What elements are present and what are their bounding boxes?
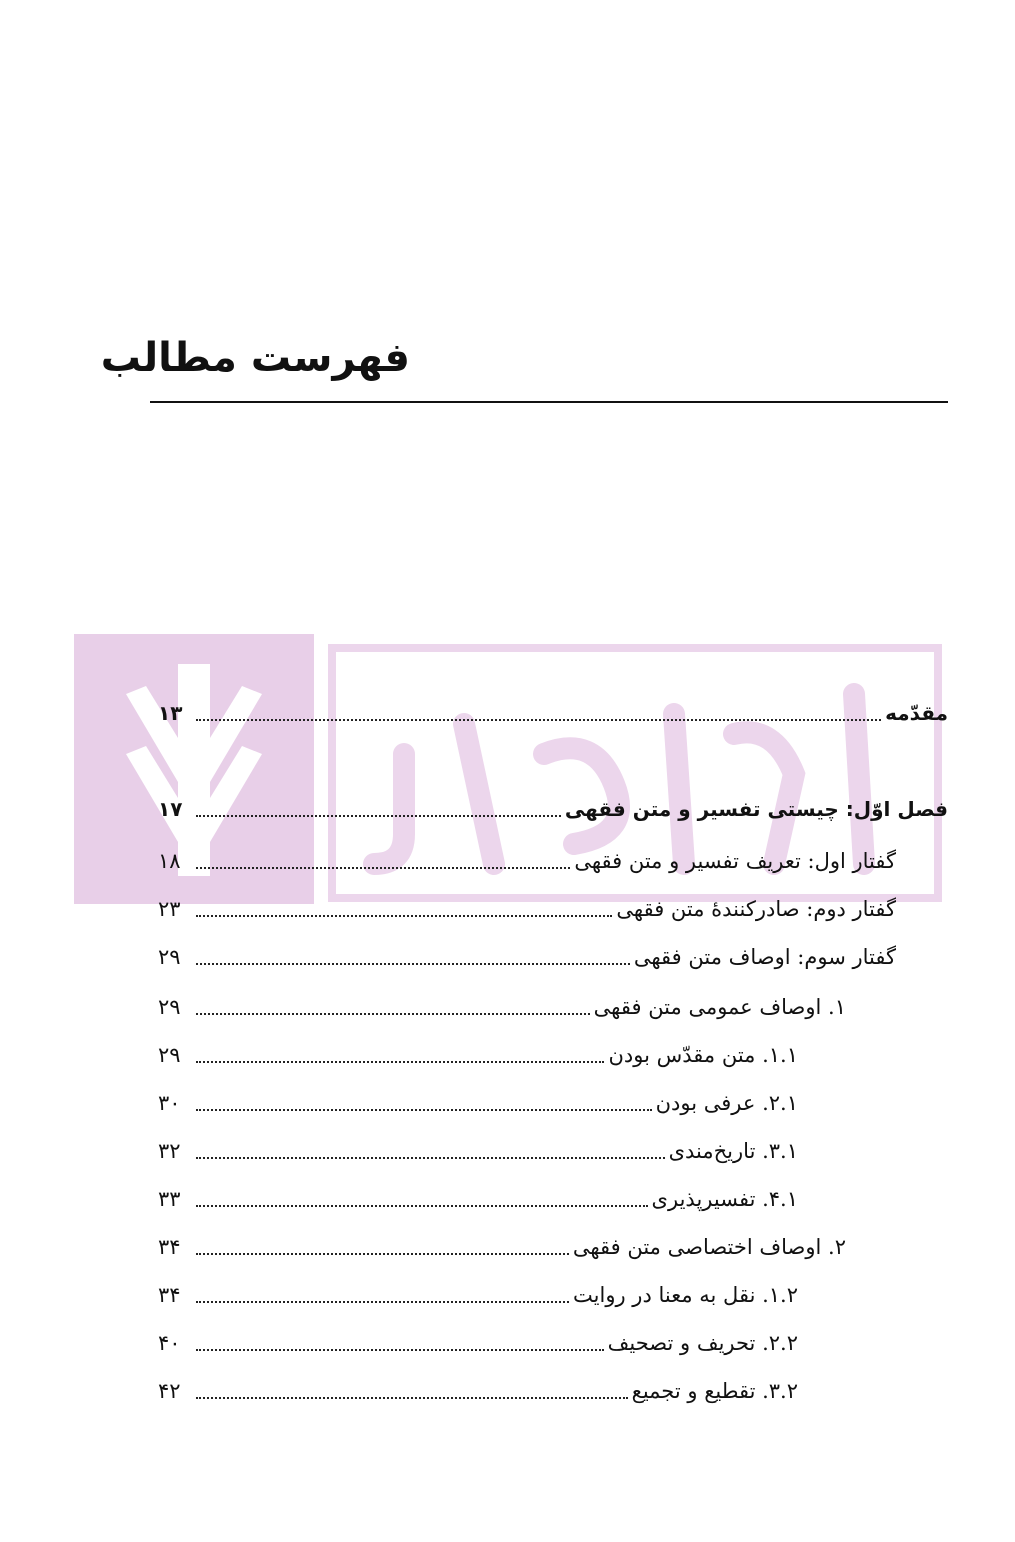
dot-leader [196,719,881,721]
dot-leader [196,963,630,965]
toc-entry [158,934,896,974]
toc-entry [158,690,948,730]
toc-page-number: ۳۰ [158,1091,181,1115]
toc-page-number: ۲۹ [158,1043,181,1067]
dot-leader [196,1301,569,1303]
toc-entry [158,1272,798,1312]
dot-leader [196,1349,604,1351]
toc-entry-title: گفتار اول: تعریف تفسیر و متن فقهی [574,849,896,873]
dot-leader [196,915,612,917]
toc-page-number: ۳۴ [158,1235,181,1259]
toc-page-number: ۲۹ [158,995,181,1019]
dot-leader [196,1157,665,1159]
toc-page-number: ۱۸ [158,849,181,873]
toc-entry-title: گفتار دوم: صادرکنندۀ متن فقهی [616,897,896,921]
toc-entry-title: ۳.۱. تاریخ‌مندی [668,1139,798,1163]
dot-leader [196,1253,569,1255]
dot-leader [196,1061,604,1063]
toc-entry [158,984,846,1024]
dot-leader [196,815,561,817]
dot-leader [196,867,570,869]
toc-entry-title: ۲.۲. تحریف و تصحیف [607,1331,798,1355]
dot-leader [196,1013,590,1015]
toc-entry [158,838,896,878]
dot-leader [196,1397,628,1399]
toc-entry [158,1368,798,1408]
toc-entry [158,1032,798,1072]
toc-page-number: ۴۰ [158,1331,181,1355]
toc-entry [158,1128,798,1168]
toc-entry [158,886,896,926]
toc-entry [158,1080,798,1120]
toc-entry [158,1224,846,1264]
toc-entry-title: مقدّمه [885,701,948,725]
toc-entry-title: گفتار سوم: اوصاف متن فقهی [633,945,896,969]
toc-page-number: ۳۲ [158,1139,181,1163]
toc-entry-title: ۱. اوصاف عمومی متن فقهی [593,995,846,1019]
toc-entry-title: ۱.۱. متن مقدّس بودن [608,1043,798,1067]
toc-entry [158,1320,798,1360]
toc-page-number: ۳۴ [158,1283,181,1307]
toc-page-number: ۳۳ [158,1187,181,1211]
dot-leader [196,1205,648,1207]
toc-page-number: ۴۲ [158,1379,181,1403]
toc-page-number: ۲۹ [158,945,181,969]
toc-entry-title: ۱.۲. نقل به معنا در روایت [573,1283,798,1307]
toc-page-number: ۱۳ [158,701,183,725]
page-title: فهرست مطالب [100,335,410,381]
toc-entry-title: ۴.۱. تفسیرپذیری [651,1187,798,1211]
toc-entry [158,1176,798,1216]
toc-page-number: ۲۳ [158,897,181,921]
toc-entry-title: فصل اوّل: چیستی تفسیر و متن فقهی [564,797,948,821]
toc-entry-title: ۲.۱. عرفی بودن [655,1091,798,1115]
toc-entry-title: ۲. اوصاف اختصاصی متن فقهی [572,1235,846,1259]
dot-leader [196,1109,652,1111]
toc-entry-title: ۳.۲. تقطیع و تجمیع [631,1379,798,1403]
toc-entry [158,786,948,826]
toc-page-number: ۱۷ [158,797,183,821]
